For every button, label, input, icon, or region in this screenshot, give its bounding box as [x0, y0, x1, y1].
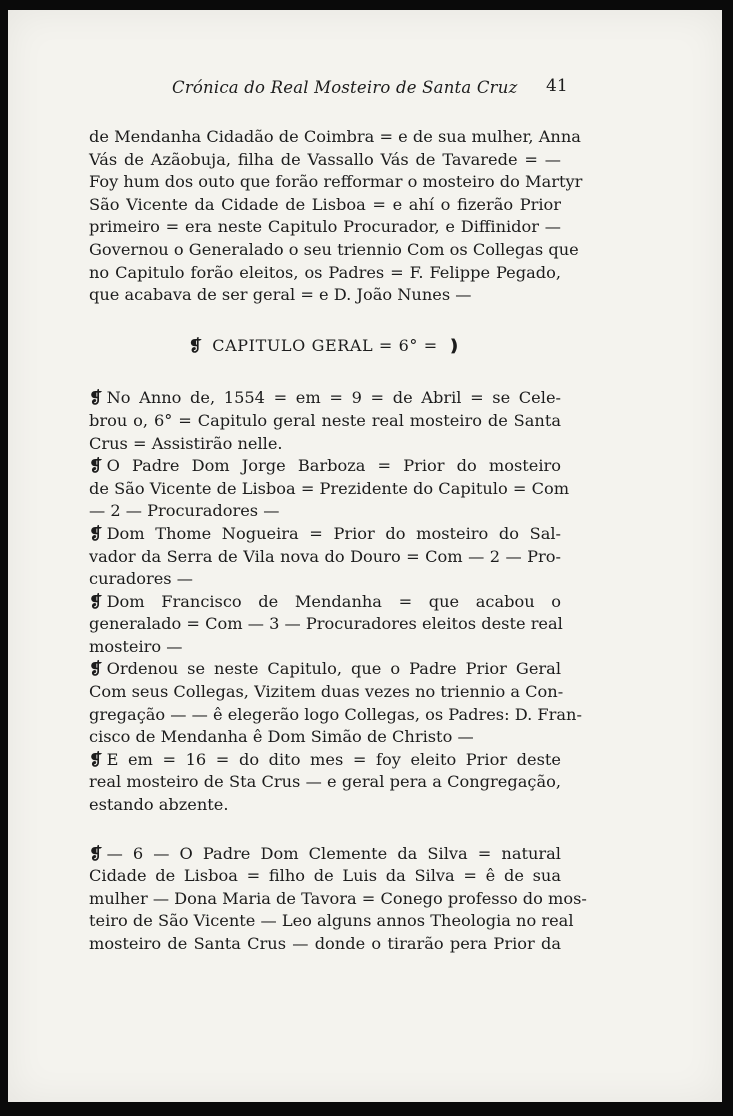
text-line: mosteiro —: [89, 636, 183, 656]
text-line: Foy hum dos outo que forão refformar o mosteiro do Martyr: [89, 172, 583, 192]
text-span: No Anno de, 1554 = em = 9 = de Abril = se Cele-: [106, 388, 561, 408]
text-line: real mosteiro de Sta Crus — e geral pera a Congregação,: [89, 772, 561, 792]
pilcrow-icon: ❡: [89, 388, 103, 408]
text-line: primeiro = era neste Capitulo Procurador, e Diffinidor —: [89, 217, 561, 237]
text-line: estando abzente.: [89, 795, 229, 815]
text-line: mosteiro de Santa Crus — donde o tirarão pera Prior da: [89, 934, 561, 953]
paragraph-2: [89, 455, 570, 523]
close-bracket-icon: ❫: [447, 335, 462, 355]
text-line: teiro de São Vicente — Leo alguns annos Theologia no real: [89, 911, 574, 931]
text-line: [89, 455, 561, 478]
pilcrow-icon: ❡: [89, 523, 103, 543]
pilcrow-icon: ❡: [89, 749, 103, 769]
text-line: de São Vicente de Lisboa = Prezidente do Capitulo = Com: [89, 478, 570, 498]
pilcrow-icon: ❡: [89, 843, 103, 863]
text-line: [89, 749, 561, 772]
text-span: O Padre Dom Jorge Barboza = Prior do mosteiro: [106, 456, 561, 476]
text-line: [89, 523, 561, 546]
paragraph-intro: [89, 126, 583, 307]
body-text: [89, 126, 587, 956]
text-span: Ordenou se neste Capitulo, que o Padre Prior Geral: [106, 659, 561, 679]
text-line: cisco de Mendanha ê Dom Simão de Christo —: [89, 727, 474, 747]
text-span: — 6 — O Padre Dom Clemente da Silva = natural: [106, 843, 561, 863]
text-line: generalado = Com — 3 — Procuradores eleitos deste real: [89, 614, 563, 634]
pilcrow-icon: ❡: [89, 456, 103, 476]
text-line: no Capitulo forão eleitos, os Padres = F. Felippe Pegado,: [89, 262, 561, 282]
text-line: gregação — — ê elegerão logo Collegas, os Padres: D. Fran-: [89, 704, 582, 724]
pilcrow-icon: ❡: [89, 659, 103, 679]
text-line: [89, 658, 561, 681]
text-line: Cidade de Lisboa = filho de Luis da Silva = ê de sua: [89, 866, 561, 886]
text-line: de Mendanha Cidadão de Coimbra = e de sua mulher, Anna: [89, 127, 581, 146]
paragraph-3: [89, 523, 561, 591]
paragraph-7: [89, 843, 587, 956]
text-line: — 2 — Procuradores —: [89, 501, 280, 521]
heading-text: CAPITULO GERAL = 6° =: [212, 335, 438, 355]
text-line: Vás de Azãobuja, filha de Vassallo Vás de Tavarede = —: [89, 149, 561, 169]
chapter-heading: [89, 335, 561, 358]
paragraph-6: [89, 749, 561, 817]
book-page: [8, 10, 722, 1102]
text-line: [89, 387, 561, 410]
text-line: vador da Serra de Vila nova do Douro = Com — 2 — Pro-: [89, 546, 561, 566]
running-title: Crónica do Real Mosteiro de Santa Cruz: [172, 78, 518, 97]
text-line: Com seus Collegas, Vizitem duas vezes no triennio a Con-: [89, 682, 564, 702]
text-span: E em = 16 = do dito mes = foy eleito Prior deste: [106, 749, 561, 769]
text-line: São Vicente da Cidade de Lisboa = e ahí o fizerão Prior: [89, 194, 561, 214]
text-line: [89, 591, 561, 614]
pilcrow-icon: ❡: [188, 335, 203, 355]
paragraph-4: [89, 591, 561, 659]
paragraph-1: [89, 387, 561, 455]
page-number: 41: [546, 76, 568, 96]
text-line: curadores —: [89, 569, 193, 589]
section-gap: [89, 817, 561, 843]
text-line: [89, 843, 561, 866]
text-line: brou o, 6° = Capitulo geral neste real mosteiro de Santa: [89, 410, 561, 430]
text-line: Governou o Generalado o seu triennio Com os Collegas que: [89, 239, 579, 259]
text-span: Dom Thome Nogueira = Prior do mosteiro do Sal-: [106, 523, 561, 543]
pilcrow-icon: ❡: [89, 591, 103, 611]
text-line: que acabava de ser geral = e D. João Nunes —: [89, 285, 472, 305]
text-span: Dom Francisco de Mendanha = que acabou o: [106, 591, 561, 611]
text-line: Crus = Assistirão nelle.: [89, 433, 283, 453]
text-line: mulher — Dona Maria de Tavora = Conego professo do mos-: [89, 888, 587, 908]
paragraph-5: [89, 658, 582, 748]
